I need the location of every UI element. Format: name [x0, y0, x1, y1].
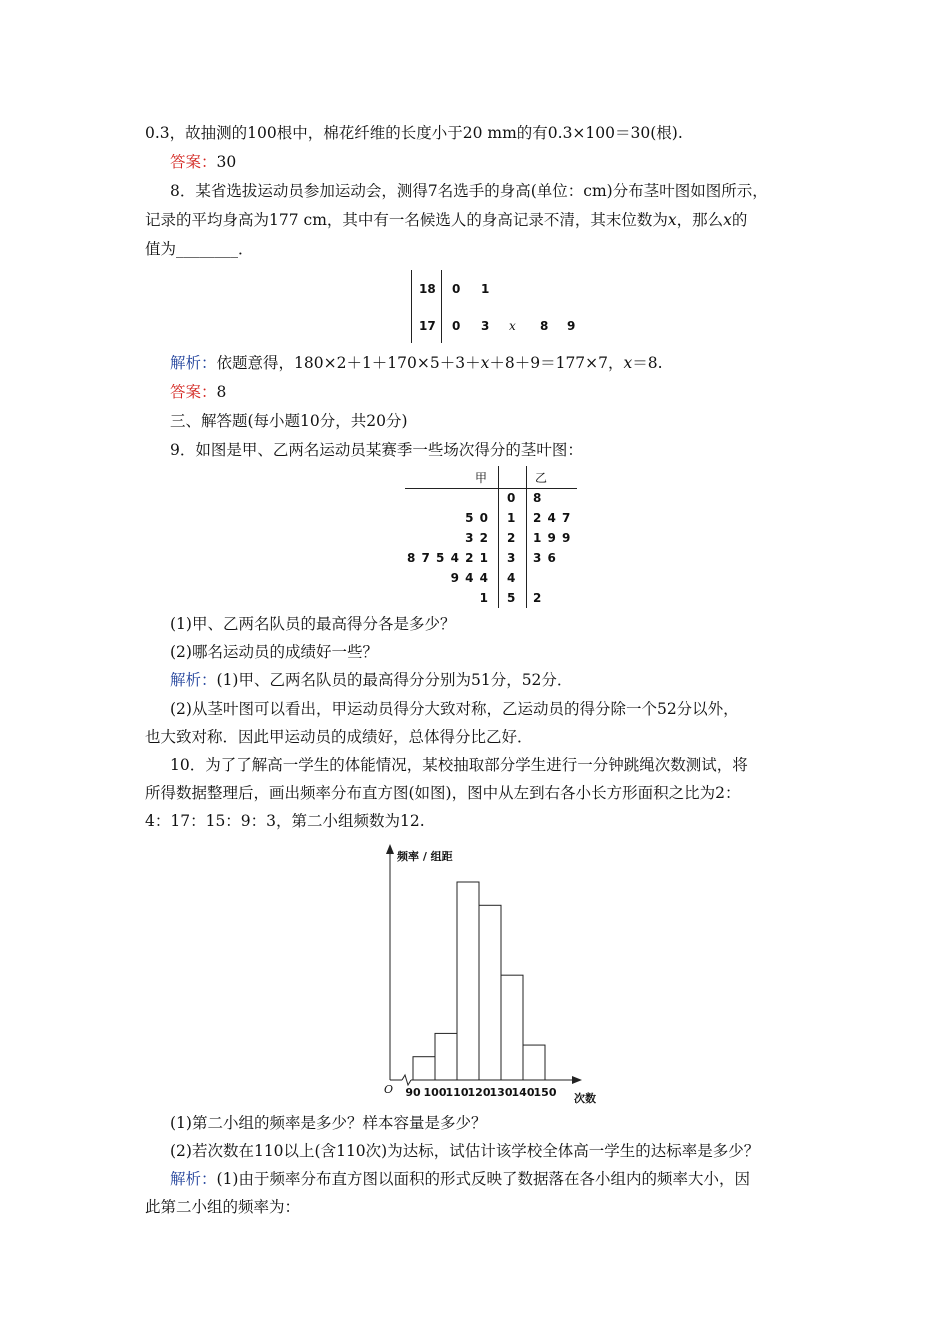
- histogram-bar: [435, 1033, 457, 1080]
- stem: 4: [507, 571, 517, 585]
- stem-leaf-plot-9: [405, 466, 580, 608]
- leaf: 9: [567, 319, 576, 333]
- leaf: 1: [481, 282, 490, 296]
- section-heading: 三、解答题(每小题10分，共20分): [170, 412, 408, 430]
- question-9: 9．如图是甲、乙两名运动员某赛季一些场次得分的茎叶图：: [170, 441, 583, 459]
- x-tick-label: 100: [423, 1086, 447, 1099]
- stem: 1: [507, 511, 517, 525]
- leaf: 0: [452, 282, 461, 296]
- left-leaves: 8 7 5 4 2 1: [407, 551, 489, 565]
- answer-7: [170, 150, 236, 172]
- solution-9-1: [170, 668, 572, 690]
- question-10-part-1: (1)第二小组的频率是多少？样本容量是多少？: [170, 1114, 487, 1132]
- text: (1)甲、乙两名队员的最高得分分别为51分，52分．: [216, 671, 573, 689]
- y-axis-arrow: [386, 844, 394, 854]
- solution-label: 解析：: [170, 1170, 217, 1188]
- solution-10-line-2: 此第二小组的频率为：: [145, 1198, 301, 1216]
- x-tick-label: 110: [445, 1086, 469, 1099]
- frequency-histogram: [378, 840, 618, 1110]
- stem: 3: [507, 551, 517, 565]
- question-10-line-2: 所得数据整理后，画出频率分布直方图(如图)，图中从左到右各小长方形面积之比为2：: [145, 784, 741, 802]
- plot-divider: [441, 270, 442, 343]
- text: ＝8.: [632, 354, 663, 372]
- histogram-bar: [413, 1057, 435, 1080]
- question-8-line-3: 值为________．: [145, 240, 254, 258]
- axis-break-icon: [402, 1075, 411, 1085]
- text: ＋8＋9＝177×7，: [489, 354, 624, 372]
- header-yi: 乙: [535, 471, 549, 485]
- right-leaves: 2: [533, 591, 543, 605]
- stem: 0: [507, 491, 517, 505]
- stem-17: 17: [419, 319, 436, 333]
- text: 依题意得，180×2＋1＋170×5＋3＋: [216, 354, 481, 372]
- left-leaves: 3 2: [465, 531, 489, 545]
- x-tick-label: 140: [511, 1086, 535, 1099]
- histogram-bar: [457, 882, 479, 1080]
- x-axis-label: 次数: [574, 1092, 596, 1105]
- solution-label: 解析：: [170, 671, 217, 689]
- question-9-part-2: (2)哪名运动员的成绩好一些？: [170, 643, 378, 661]
- answer-8: [170, 380, 226, 402]
- var-x: x: [623, 354, 633, 372]
- histogram-bar: [523, 1045, 545, 1080]
- left-leaves: 5 0: [465, 511, 489, 525]
- x-axis-arrow: [572, 1076, 582, 1084]
- text: 的: [731, 211, 748, 229]
- x-tick-label: 90: [405, 1086, 421, 1099]
- solution-9-2-cont: 也大致对称．因此甲运动员的成绩好，总体得分比乙好．: [145, 728, 533, 746]
- text-line: 0.3，故抽测的100根中，棉花纤维的长度小于20 mm的有0.3×100＝30(根).: [145, 124, 683, 142]
- text: 记录的平均身高为177 cm，其中有一名候选人的身高记录不清，其末位数为: [145, 211, 668, 229]
- leaf-x: x: [509, 319, 516, 333]
- stem: 5: [507, 591, 517, 605]
- question-10-line-1: 10．为了了解高一学生的体能情况，某校抽取部分学生进行一分钟跳绳次数测试，将: [170, 756, 748, 774]
- text: ，那么: [676, 211, 724, 229]
- answer-value: 30: [216, 153, 237, 171]
- answer-label: 答案：: [170, 153, 217, 171]
- var-x: x: [480, 354, 490, 372]
- var-x: x: [667, 211, 677, 229]
- question-10-part-2: (2)若次数在110以上(含110次)为达标，试估计该学校全体高一学生的达标率是多少？: [170, 1142, 760, 1160]
- var-x: x: [723, 211, 732, 229]
- right-leaves: 8: [533, 491, 543, 505]
- right-leaves: 3 6: [533, 551, 557, 565]
- plot-left-rule: [498, 466, 499, 608]
- leaf: 0: [452, 319, 461, 333]
- solution-10-line-1: [170, 1167, 750, 1189]
- plot-border-left: [411, 270, 412, 343]
- x-tick-label: 120: [467, 1086, 491, 1099]
- question-8-line-1: 8．某省选拔运动员参加运动会，测得7名选手的身高(单位：cm)分布茎叶图如图所示，: [170, 182, 768, 200]
- plot-right-rule: [526, 466, 527, 608]
- leaf: 8: [540, 319, 549, 333]
- plot-header-rule: [405, 488, 577, 489]
- solution-label: 解析：: [170, 354, 217, 372]
- x-tick-label: 150: [533, 1086, 557, 1099]
- answer-label: 答案：: [170, 383, 217, 401]
- question-10-line-3: 4：17：15：9：3，第二小组频数为12.: [145, 812, 425, 830]
- left-leaves: 1: [479, 591, 489, 605]
- right-leaves: 2 4 7: [533, 511, 572, 525]
- y-axis-label: 频率 / 组距: [397, 850, 453, 863]
- stem-18: 18: [419, 282, 436, 296]
- chart-bars: [413, 882, 545, 1080]
- text: (1)由于频率分布直方图以面积的形式反映了数据落在各小组内的频率大小，因: [216, 1170, 750, 1188]
- solution-8: [170, 351, 663, 373]
- right-leaves: 1 9 9: [533, 531, 572, 545]
- left-leaves: 9 4 4: [450, 571, 489, 585]
- question-8-line-2: [145, 208, 747, 230]
- question-9-part-1: (1)甲、乙两名队员的最高得分各是多少？: [170, 615, 456, 633]
- answer-value: 8: [216, 383, 227, 401]
- origin-label: O: [384, 1083, 394, 1096]
- solution-9-2: (2)从茎叶图可以看出，甲运动员得分大致对称，乙运动员的得分除一个52分以外，: [170, 700, 739, 718]
- chart-ticks: [405, 1086, 556, 1099]
- histogram-bar: [501, 975, 523, 1080]
- histogram-bar: [479, 905, 501, 1080]
- stem-leaf-plot-8: [405, 270, 595, 345]
- header-jia: 甲: [474, 471, 488, 485]
- x-tick-label: 130: [489, 1086, 513, 1099]
- stem: 2: [507, 531, 517, 545]
- leaf: 3: [481, 319, 490, 333]
